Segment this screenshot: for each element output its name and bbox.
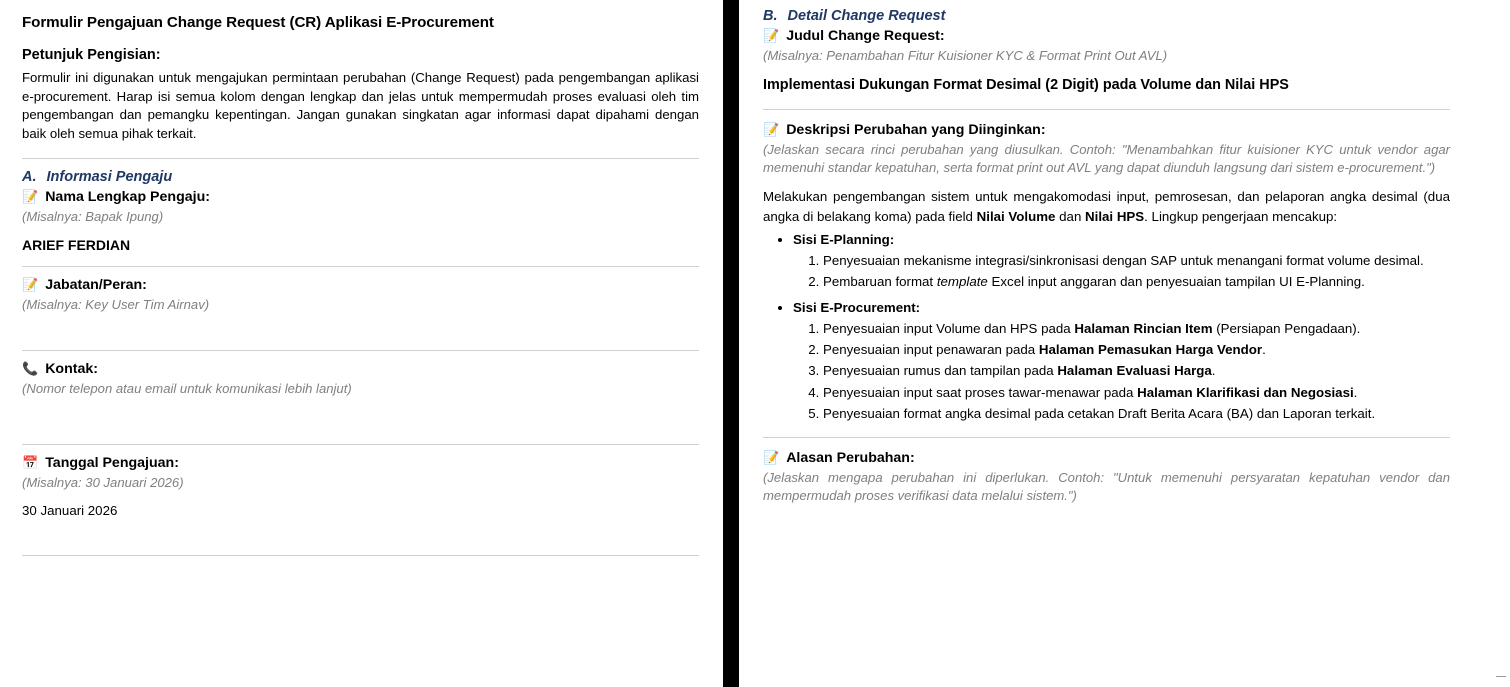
memo-icon: 📝: [22, 276, 39, 292]
item-text: Pembaruan format: [823, 274, 937, 290]
deskripsi-bold-volume: Nilai Volume: [976, 208, 1056, 224]
section-b-title: Detail Change Request: [787, 8, 946, 24]
field-value-nama[interactable]: ARIEF FERDIAN: [22, 237, 131, 253]
field-label-text: Jabatan/Peran:: [45, 276, 147, 293]
left-page-column: [0, 0, 723, 687]
field-label-text: Nama Lengkap Pengaju:: [45, 188, 210, 205]
item-text-post: .: [1262, 342, 1266, 358]
spacer: [22, 529, 699, 545]
deskripsi-text-end: . Lingkup pengerjaan mencakup:: [1144, 208, 1338, 224]
item-text-bold: Halaman Pemasukan Harga Vendor: [1038, 342, 1263, 358]
section-b-letter: B.: [763, 8, 778, 24]
field-hint-kontak: (Nomor telepon atau email untuk komunikasi lebih lanjut): [22, 380, 352, 396]
deskripsi-bold-hps: Nilai HPS: [1085, 208, 1145, 224]
field-label-jabatan: [22, 277, 699, 293]
instructions-body: Formulir ini digunakan untuk mengajukan permintaan perubahan (Change Request) pada pengembangan aplikasi e-procurement. Harap isi semua kolom dengan lengkap dan jelas untuk mempermudah proses evaluasi oleh tim pengembangan dan pemangku kepentingan. Jangan gunakan singkatan agar informasi dapat dipahami dengan baik oleh semua pihak terkait.: [22, 70, 699, 142]
memo-icon: 📝: [763, 450, 780, 466]
scroll-indicator: [1496, 676, 1506, 677]
memo-icon: 📝: [22, 188, 39, 204]
field-label-text: Deskripsi Perubahan yang Diinginkan:: [786, 122, 1046, 139]
field-label-tanggal: [22, 455, 699, 471]
spacer: [22, 408, 699, 434]
item-text: Penyesuaian input Volume dan HPS pada: [823, 320, 1075, 336]
section-a-letter: A.: [22, 168, 37, 185]
scope-items-eprocurement: [793, 319, 1450, 423]
deskripsi-paragraph: [763, 187, 1450, 226]
item-text-bold: Halaman Klarifikasi dan Negosiasi: [1137, 384, 1354, 400]
item-text-post: Excel input anggaran dan penyesuaian tampilan UI E-Planning.: [987, 274, 1365, 290]
divider: [22, 555, 699, 556]
field-hint-nama: (Misalnya: Bapak Ipung): [22, 208, 164, 224]
item-text: Penyesuaian input saat proses tawar-menawar pada: [823, 384, 1138, 400]
divider: [763, 437, 1450, 438]
field-value-tanggal[interactable]: 30 Januari 2026: [22, 502, 118, 518]
list-item: [823, 361, 1450, 380]
memo-icon: 📝: [763, 122, 780, 138]
item-text-bold: Halaman Rincian Item: [1074, 320, 1213, 336]
memo-icon: 📝: [763, 28, 780, 43]
instructions-heading: Petunjuk Pengisian:: [22, 47, 161, 63]
item-text: Penyesuaian input penawaran pada: [823, 342, 1039, 358]
spacer: [22, 324, 699, 340]
list-item: [823, 319, 1450, 338]
item-text-post: (Persiapan Pengadaan).: [1212, 320, 1361, 336]
divider: [22, 266, 699, 267]
field-value-judul-cr[interactable]: Implementasi Dukungan Format Desimal (2 Digit) pada Volume dan Nilai HPS: [763, 77, 1289, 94]
field-hint-jabatan: (Misalnya: Key User Tim Airnav): [22, 296, 210, 312]
section-a-heading: [22, 169, 699, 185]
page-title: Formulir Pengajuan Change Request (CR) Aplikasi E-Procurement: [22, 14, 494, 31]
scope-group-label: Sisi E-Planning:: [793, 231, 895, 247]
section-b-heading: [763, 8, 1450, 24]
scope-list: [763, 230, 1450, 423]
deskripsi-text-1: Melakukan pengembangan sistem untuk mengakomodasi input, pemrosesan, dan pelaporan angka desimal (dua angka di belakang koma) pada field: [763, 189, 1450, 224]
scope-group-eprocurement: [793, 298, 1450, 424]
item-text: Penyesuaian format angka desimal pada cetakan Draft Berita Acara (BA) dan Laporan terkait.: [823, 406, 1376, 421]
page-divider: [723, 0, 739, 687]
divider: [22, 444, 699, 445]
field-label-nama: [22, 189, 699, 205]
calendar-icon: 📅: [22, 454, 39, 470]
item-text: Penyesuaian mekanisme integrasi/sinkronisasi dengan SAP untuk menangani format volume desimal.: [823, 253, 1424, 269]
field-label-alasan: [763, 450, 1450, 466]
field-label-text: Alasan Perubahan:: [786, 450, 915, 467]
field-label-text: Tanggal Pengajuan:: [45, 454, 179, 471]
right-page-column: [739, 0, 1510, 687]
phone-icon: 📞: [22, 360, 39, 376]
divider: [763, 109, 1450, 110]
field-label-text: Kontak:: [45, 360, 98, 377]
field-label-deskripsi: [763, 122, 1450, 138]
field-hint-alasan: (Jelaskan mengapa perubahan ini diperlukan. Contoh: "Untuk memenuhi persyaratan kepatuhan vendor dan mempermudah proses verifikasi data melalui sistem."): [763, 470, 1450, 504]
list-item: [823, 272, 1450, 291]
list-item: [823, 251, 1450, 270]
item-text-post: .: [1353, 384, 1358, 400]
item-text-italic: template: [936, 274, 988, 290]
divider: [22, 350, 699, 351]
item-text-post: .: [1211, 363, 1216, 379]
field-label-kontak: [22, 361, 699, 377]
deskripsi-text-mid: dan: [1055, 208, 1086, 224]
list-item: [823, 404, 1450, 423]
list-item: [823, 340, 1450, 359]
field-label-text: Judul Change Request:: [786, 28, 945, 44]
list-item: [823, 383, 1450, 402]
scope-items-eplanning: [793, 251, 1450, 292]
item-text: Penyesuaian rumus dan tampilan pada: [823, 363, 1058, 379]
field-hint-deskripsi: (Jelaskan secara rinci perubahan yang diusulkan. Contoh: "Menambahkan fitur kuisioner KYC untuk vendor agar memenuhi standar kepatuhan, serta format print out AVL yang dapat diunduh langsung dari sistem e-procurement."): [763, 142, 1450, 176]
field-hint-judul-cr: (Misalnya: Penambahan Fitur Kuisioner KYC & Format Print Out AVL): [763, 48, 1168, 63]
field-label-judul-cr: [763, 28, 1450, 44]
scope-group-label: Sisi E-Procurement:: [793, 299, 921, 315]
item-text-bold: Halaman Evaluasi Harga: [1057, 363, 1212, 379]
section-a-title: Informasi Pengaju: [46, 168, 173, 185]
divider: [22, 158, 699, 159]
scope-group-eplanning: [793, 230, 1450, 292]
field-hint-tanggal: (Misalnya: 30 Januari 2026): [22, 474, 184, 490]
